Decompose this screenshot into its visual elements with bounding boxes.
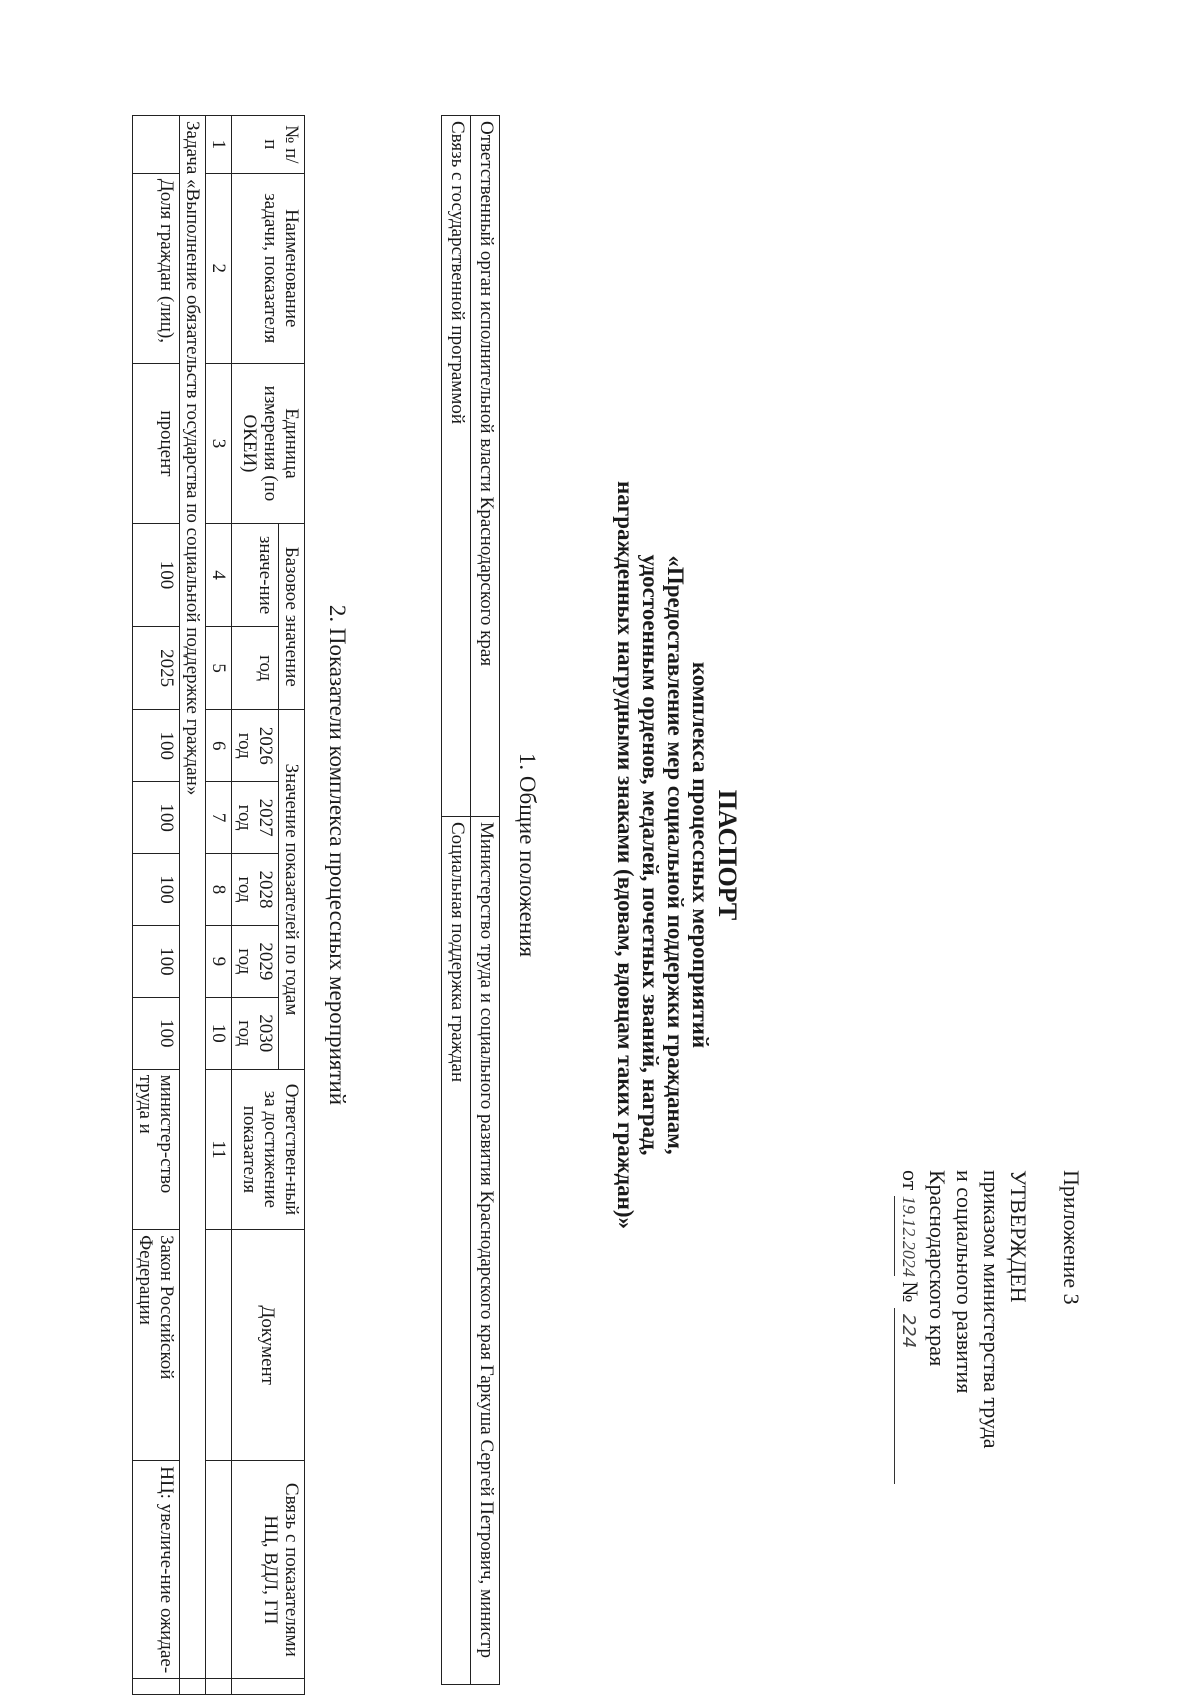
header-2028: 2028 год — [232, 854, 279, 926]
row-2030: 100 — [133, 997, 180, 1069]
approval-block — [894, 1170, 1085, 1690]
row-base-year: 2025 — [133, 626, 180, 709]
row-base-value: 100 — [133, 524, 180, 627]
col-number — [206, 1461, 232, 1679]
col-number: 2 — [206, 173, 232, 363]
header-num: № п/п — [232, 116, 305, 174]
number-sign: № — [898, 1281, 923, 1303]
title-line-2: «Предоставление мер социальной поддержки гражданам, — [663, 555, 688, 1155]
column-number-row — [206, 116, 232, 1695]
row-2028: 100 — [133, 854, 180, 926]
header-2026: 2026 год — [232, 710, 279, 782]
task-extra — [180, 1679, 206, 1695]
header-years: Значение показателей по годам — [279, 710, 305, 1069]
row-unit: процент — [133, 363, 180, 523]
row-2027: 100 — [133, 782, 180, 854]
section2-heading: 2. Показатели комплекса процессных мероприятий — [325, 604, 350, 1106]
row-document: Закон Российской Федерации — [133, 1230, 180, 1461]
col-number: 4 — [206, 524, 232, 627]
responsible-label: Ответственный орган исполнительной власти Краснодарского края — [471, 116, 500, 817]
row-2026: 100 — [133, 710, 180, 782]
header-link: Связь с показателями НЦ, ВДЛ, ГП — [232, 1461, 305, 1679]
approved-label: УТВЕРЖДЕН — [1006, 1170, 1031, 1303]
col-number: 8 — [206, 854, 232, 926]
header-2030: 2030 год — [232, 997, 279, 1069]
header-unit: Единица измерения (по ОКЕИ) — [232, 363, 305, 523]
title-line-3: удостоенным орденов, медалей, почетных званий, наград, — [638, 554, 663, 1156]
header-2029: 2029 год — [232, 925, 279, 997]
date-prefix: от — [898, 1170, 923, 1191]
col-number-extra — [206, 1679, 232, 1695]
approval-line-2: и социального развития — [952, 1170, 977, 1394]
title-line-1: комплекса процессных мероприятий — [688, 661, 713, 1049]
row-num — [133, 116, 180, 174]
handwritten-date: 19.12.2024 — [894, 1196, 922, 1276]
program-link-value: Социальная поддержка граждан — [442, 817, 471, 1685]
header-extra — [232, 1679, 305, 1695]
indicators-table — [132, 115, 305, 1695]
col-number: 11 — [206, 1069, 232, 1229]
header-responsible: Ответствен-ный за достижение показателя — [232, 1069, 305, 1229]
header-2027: 2027 год — [232, 782, 279, 854]
approval-line-3: Краснодарского края — [925, 1170, 950, 1367]
col-number: 9 — [206, 925, 232, 997]
col-number: 3 — [206, 363, 232, 523]
header-document: Документ — [232, 1230, 305, 1461]
row-link: НЦ: увеличе-ние ожидае- — [133, 1461, 180, 1679]
col-number — [206, 1230, 232, 1461]
col-number: 7 — [206, 782, 232, 854]
col-number: 1 — [206, 116, 232, 174]
document-title — [613, 355, 740, 1355]
table-row — [471, 116, 500, 1685]
table-row — [133, 116, 180, 1695]
col-number: 6 — [206, 710, 232, 782]
document-page — [125, 105, 1085, 1695]
header-name: Наименование задачи, показателя — [232, 173, 305, 363]
program-link-label: Связь с государственной программой — [442, 116, 471, 817]
row-responsible: министер-ство труда и — [133, 1069, 180, 1229]
title-line-4: награжденных нагрудными знаками (вдовам, вдовцам таких граждан)» — [613, 481, 638, 1229]
row-name: Доля граждан (лиц), — [133, 173, 180, 363]
row-2029: 100 — [133, 925, 180, 997]
approval-line-1: приказом министерства труда — [979, 1170, 1004, 1449]
handwritten-number: 224 — [894, 1308, 922, 1484]
col-number: 10 — [206, 997, 232, 1069]
header-row — [279, 116, 305, 1695]
approval-date-line — [894, 1170, 924, 1690]
general-provisions-table — [441, 115, 500, 1685]
header-base-year: год — [232, 626, 279, 709]
table-row — [442, 116, 471, 1685]
header-base-value: значе-ние — [232, 524, 279, 627]
task-row — [180, 116, 206, 1695]
col-number: 5 — [206, 626, 232, 709]
header-base: Базовое значение — [279, 524, 305, 710]
annex-label: Приложение 3 — [1059, 1170, 1084, 1305]
row-extra — [133, 1679, 180, 1695]
section1-heading: 1. Общие положения — [515, 752, 540, 958]
title-main: ПАСПОРТ — [713, 789, 742, 921]
responsible-value: Министерство труда и социального развития Краснодарского края Гаркуша Сергей Петрович, министр — [471, 817, 500, 1685]
task-label: Задача «Выполнение обязательств государства по социальной поддержке граждан» — [180, 116, 206, 1679]
